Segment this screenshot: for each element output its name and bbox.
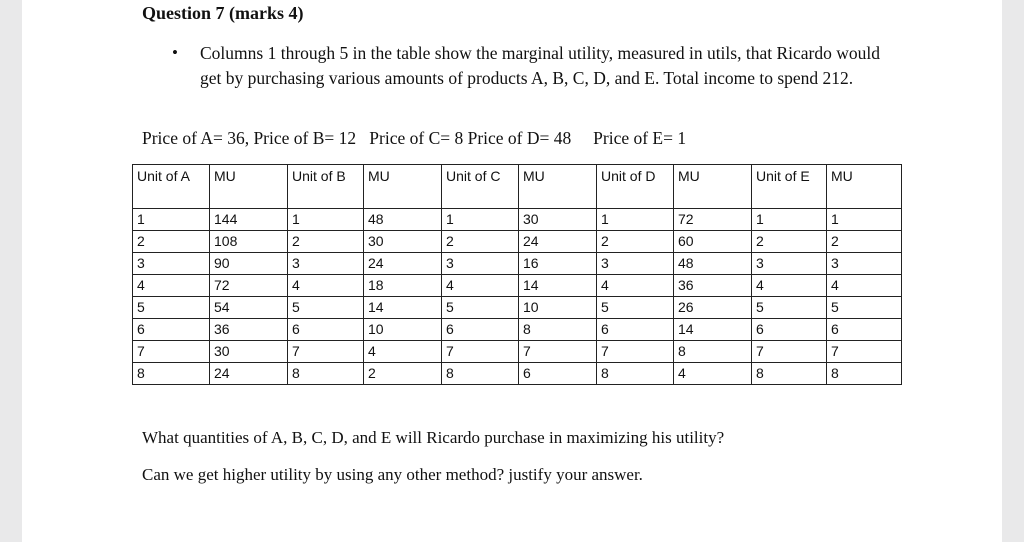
- table-cell: 5: [133, 297, 210, 319]
- table-cell: 16: [519, 253, 597, 275]
- table-cell: 2: [827, 231, 902, 253]
- table-cell: 36: [210, 319, 288, 341]
- table-cell: 6: [288, 319, 364, 341]
- table-cell: 30: [364, 231, 442, 253]
- bullet-text: Columns 1 through 5 in the table show the marginal utility, measured in utils, that Ricardo would get by purchasing various amounts of products A, B, C, D, and E. Total income to spend 212.: [200, 43, 880, 88]
- table-cell: 7: [519, 341, 597, 363]
- header-cell: Unit of E: [752, 165, 827, 209]
- table-cell: 3: [288, 253, 364, 275]
- table-cell: 3: [442, 253, 519, 275]
- table-cell: 5: [597, 297, 674, 319]
- table-cell: 144: [210, 209, 288, 231]
- table-row: [133, 363, 902, 385]
- marginal-utility-table: [132, 164, 902, 385]
- table-cell: 30: [210, 341, 288, 363]
- table-cell: 2: [442, 231, 519, 253]
- table-cell: 4: [597, 275, 674, 297]
- table-cell: 2: [288, 231, 364, 253]
- table-cell: 1: [133, 209, 210, 231]
- table-cell: 2: [133, 231, 210, 253]
- table-cell: 108: [210, 231, 288, 253]
- table-cell: 90: [210, 253, 288, 275]
- table-cell: 8: [133, 363, 210, 385]
- table-cell: 6: [442, 319, 519, 341]
- table-cell: 30: [519, 209, 597, 231]
- table-cell: 6: [133, 319, 210, 341]
- table-cell: 48: [674, 253, 752, 275]
- table-cell: 14: [674, 319, 752, 341]
- table-cell: 72: [674, 209, 752, 231]
- table-cell: 7: [442, 341, 519, 363]
- table-cell: 6: [519, 363, 597, 385]
- header-cell: MU: [519, 165, 597, 209]
- table-cell: 1: [442, 209, 519, 231]
- table-cell: 4: [364, 341, 442, 363]
- table-cell: 7: [288, 341, 364, 363]
- header-cell: Unit of B: [288, 165, 364, 209]
- table-cell: 8: [288, 363, 364, 385]
- table-cell: 24: [210, 363, 288, 385]
- table-cell: 4: [752, 275, 827, 297]
- table-cell: 4: [288, 275, 364, 297]
- table-cell: 3: [752, 253, 827, 275]
- table-cell: 4: [674, 363, 752, 385]
- question-2: Can we get higher utility by using any other method? justify your answer.: [142, 465, 643, 484]
- table-cell: 7: [752, 341, 827, 363]
- table-cell: 1: [597, 209, 674, 231]
- table-cell: 4: [133, 275, 210, 297]
- table-row: [133, 275, 902, 297]
- table-cell: 60: [674, 231, 752, 253]
- table-cell: 24: [364, 253, 442, 275]
- header-cell: MU: [827, 165, 902, 209]
- table-row: [133, 209, 902, 231]
- header-cell: MU: [210, 165, 288, 209]
- table-cell: 3: [133, 253, 210, 275]
- table-row: [133, 319, 902, 341]
- table-cell: 7: [597, 341, 674, 363]
- table-header-row: [133, 165, 902, 209]
- question-1: What quantities of A, B, C, D, and E will Ricardo purchase in maximizing his utility?: [142, 428, 725, 447]
- table-cell: 14: [364, 297, 442, 319]
- table-cell: 4: [442, 275, 519, 297]
- table-cell: 5: [442, 297, 519, 319]
- question-heading: Question 7 (marks 4): [142, 3, 304, 23]
- table-cell: 8: [752, 363, 827, 385]
- table-cell: 8: [442, 363, 519, 385]
- table-row: [133, 253, 902, 275]
- bullet-icon: •: [172, 43, 178, 62]
- header-cell: MU: [364, 165, 442, 209]
- table-cell: 6: [597, 319, 674, 341]
- table-cell: 6: [752, 319, 827, 341]
- table-cell: 1: [752, 209, 827, 231]
- table-cell: 72: [210, 275, 288, 297]
- table-cell: 8: [597, 363, 674, 385]
- table-cell: 3: [597, 253, 674, 275]
- table-cell: 14: [519, 275, 597, 297]
- table-cell: 3: [827, 253, 902, 275]
- table-cell: 1: [288, 209, 364, 231]
- table-cell: 26: [674, 297, 752, 319]
- table-cell: 2: [364, 363, 442, 385]
- table-cell: 5: [288, 297, 364, 319]
- table-cell: 6: [827, 319, 902, 341]
- table-cell: 10: [519, 297, 597, 319]
- table-cell: 1: [827, 209, 902, 231]
- table-cell: 10: [364, 319, 442, 341]
- table-cell: 4: [827, 275, 902, 297]
- prices-line: Price of A= 36, Price of B= 12 Price of C= 8 Price of D= 48 Price of E= 1: [142, 128, 687, 148]
- document-page: [22, 0, 1002, 542]
- table-cell: 7: [133, 341, 210, 363]
- table-cell: 2: [752, 231, 827, 253]
- table-cell: 5: [752, 297, 827, 319]
- table-row: [133, 297, 902, 319]
- header-cell: Unit of C: [442, 165, 519, 209]
- table-cell: 8: [519, 319, 597, 341]
- table-row: [133, 341, 902, 363]
- table-cell: 24: [519, 231, 597, 253]
- table-cell: 2: [597, 231, 674, 253]
- table-cell: 7: [827, 341, 902, 363]
- header-cell: MU: [674, 165, 752, 209]
- table-body: [133, 209, 902, 385]
- table-cell: 5: [827, 297, 902, 319]
- table-cell: 48: [364, 209, 442, 231]
- table-row: [133, 231, 902, 253]
- table-cell: 8: [674, 341, 752, 363]
- header-cell: Unit of D: [597, 165, 674, 209]
- table-cell: 8: [827, 363, 902, 385]
- table-cell: 18: [364, 275, 442, 297]
- table-cell: 54: [210, 297, 288, 319]
- header-cell: Unit of A: [133, 165, 210, 209]
- table-cell: 36: [674, 275, 752, 297]
